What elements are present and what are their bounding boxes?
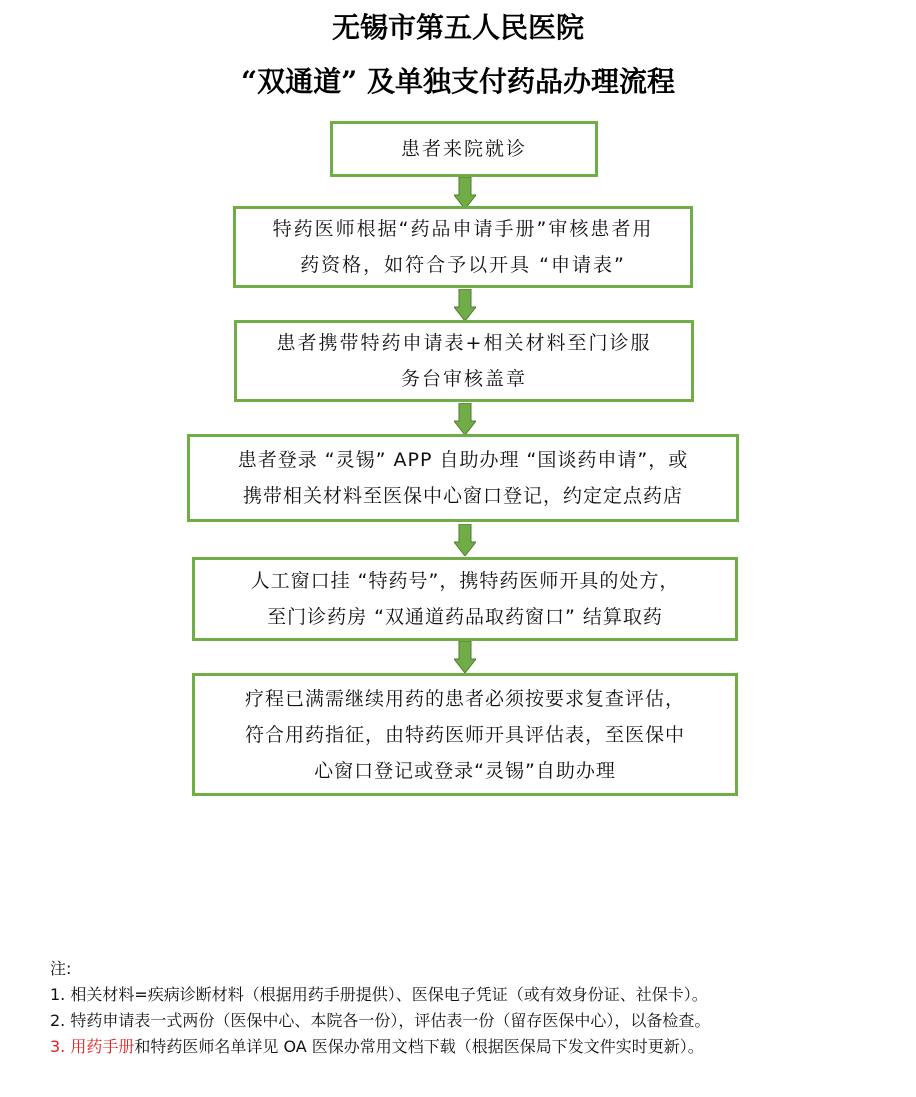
step-6-box — [192, 673, 738, 796]
note-item-1 — [50, 982, 710, 1008]
arrow-down-icon — [454, 403, 476, 435]
notes-section — [50, 956, 710, 1060]
step-6-line-2: 符合用药指征，由特药医师开具评估表，至医保中 — [244, 723, 685, 746]
step-5-line-2: 至门诊药房 “双通道药品取药窗口” 结算取药 — [267, 606, 663, 628]
step-4-box — [187, 434, 739, 522]
step-3-box — [234, 320, 694, 402]
step-1-box — [330, 121, 598, 177]
note-2-prefix: 2. — [50, 1011, 71, 1030]
arrow-down-icon — [454, 289, 476, 321]
note-1-prefix: 1. — [50, 985, 71, 1004]
step-1-line-1: 患者来院就诊 — [400, 138, 527, 160]
arrow-down-icon — [454, 177, 476, 209]
note-3-text: 和特药医师名单详见 OA 医保办常用文档下载（根据医保局下发文件实时更新）。 — [134, 1037, 704, 1056]
step-2-line-1: 特药医师根据“药品申请手册”审核患者用 — [272, 218, 654, 240]
note-3-highlight: 用药手册 — [70, 1037, 135, 1056]
step-2-box — [233, 206, 693, 288]
step-6-line-3: 心窗口登记或登录“灵锡”自助办理 — [314, 759, 616, 782]
step-5-line-1: 人工窗口挂 “特药号”，携特药医师开具的处方， — [250, 570, 680, 592]
note-item-3 — [50, 1034, 710, 1060]
note-3-prefix: 3. — [50, 1037, 71, 1056]
arrow-down-icon — [454, 641, 476, 673]
step-5-box — [192, 557, 738, 641]
step-2-line-2: 药资格，如符合予以开具 “申请表” — [300, 254, 626, 276]
step-6-line-1: 疗程已满需继续用药的患者必须按要求复查评估， — [244, 687, 685, 710]
note-1-text: 相关材料=疾病诊断材料（根据用药手册提供）、医保电子凭证（或有效身份证、社保卡）。 — [70, 985, 708, 1004]
step-4-line-1: 患者登录 “灵锡” APP 自助办理 “国谈药申请”，或 — [237, 449, 689, 471]
page-subtitle: “双通道” 及单独支付药品办理流程 — [241, 65, 675, 98]
note-item-2 — [50, 1008, 710, 1034]
arrow-down-icon — [454, 524, 476, 556]
step-4-line-2: 携带相关材料至医保中心窗口登记，约定定点药店 — [242, 485, 683, 507]
step-3-line-1: 患者携带特药申请表+相关材料至门诊服 — [276, 332, 652, 354]
page-title: 无锡市第五人民医院 — [331, 11, 584, 44]
note-2-text: 特药申请表一式两份（医保中心、本院各一份），评估表一份（留存医保中心），以备检查。 — [70, 1011, 711, 1030]
step-3-line-2: 务台审核盖章 — [400, 368, 527, 390]
notes-heading: 注: — [50, 959, 72, 978]
